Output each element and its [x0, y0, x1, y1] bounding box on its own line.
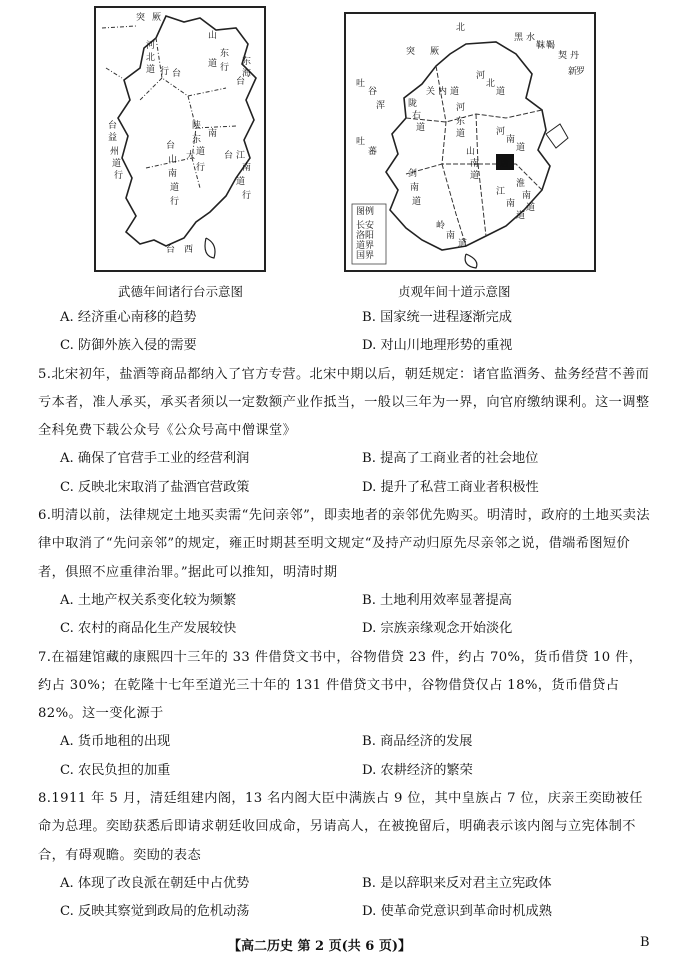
map-wude-label: 行 [170, 197, 180, 207]
map-zhenguan-label: 南 [506, 199, 516, 209]
map-zhenguan-label: 江 [496, 187, 506, 197]
question-number: 5. [38, 366, 52, 382]
map-zhenguan-label: 河 [496, 127, 506, 137]
map-zhenguan-label: 右 [412, 111, 422, 121]
map-wude-label: 台 [224, 151, 234, 161]
map-wude-label: 行 [220, 63, 230, 73]
map-zhenguan-label: 东 [456, 117, 466, 127]
map-zhenguan-label: 南 [446, 231, 456, 241]
paper-version: B [640, 935, 650, 950]
map-figures [0, 6, 677, 299]
map-zhenguan-label: 道 [496, 87, 506, 97]
option-a: A. 土地产权关系变化较为频繁 [60, 592, 237, 608]
option-b: B. 土地利用效率显著提高 [362, 592, 512, 608]
map-zhenguan-label: 吐 [356, 137, 366, 147]
map-wude-drawing [96, 8, 264, 270]
map-wude-label: 山 [168, 155, 178, 165]
question-6 [38, 502, 650, 643]
map-wude-label: 道 [196, 147, 206, 157]
map-wude-label: 行 [242, 191, 252, 201]
map-wude-label: 台 [108, 121, 118, 131]
question-7 [38, 644, 650, 785]
question-text: 1911 年 5 月，清廷组建内阁，13 名内阁大臣中满族占 9 位，其中皇族占 7 位，庆亲王奕劻被任命为总理。奕劻获悉后即请求朝廷收回成命，另请高人，在被挽留后，明确表示该内阁与立宪体制不合，有碍观瞻。奕劻的表态 [38, 791, 643, 863]
option-a: A. 经济重心南移的趋势 [60, 310, 197, 325]
map-zhenguan-label: 长安 [356, 221, 375, 231]
map-wude-label: 道 [208, 59, 218, 69]
map-zhenguan-label: 北 [486, 79, 496, 89]
map-wude-label: 南 [242, 163, 252, 173]
map-zhenguan-label: 陇 [408, 99, 418, 109]
map-wude-label: 州 [110, 147, 120, 157]
map-wude-label: 东 [220, 49, 230, 59]
map-zhenguan-label: 罗 [576, 67, 586, 77]
map-wude-label: 东 [242, 57, 252, 67]
map-zhenguan-label: 剑 [408, 169, 418, 179]
map-wude-label: 台 [236, 77, 246, 87]
map-zhenguan-label: 国界 [356, 251, 375, 261]
map-zhenguan-label: 河 [456, 103, 466, 113]
map-zhenguan-label: 鞨 [546, 41, 556, 51]
map-zhenguan-label: 南 [506, 135, 516, 145]
option-b: B. 商品经济的发展 [362, 734, 473, 750]
map-zhenguan-label: 岭 [436, 221, 446, 231]
map-wude-label: 道 [112, 159, 122, 169]
question-text: 明清以前，法律规定土地买卖需“先问亲邻”，即卖地者的亲邻优先购买。明清时，政府的土地买卖法律中取消了“先问亲邻”的规定，雍正时期甚至明文规定“及持产动归原先尽亲邻之说，借端希图短价者，俱照不应重律治罪。”据此可以推知，明清时期 [38, 508, 650, 580]
map-wude-label: 河 [146, 41, 156, 51]
map-zhenguan-label: 厥 [430, 47, 440, 57]
map-zhenguan-label: 内 [438, 87, 448, 97]
option-c: C. 农民负担的加重 [60, 762, 171, 778]
map-zhenguan-label: 突 [406, 47, 416, 57]
option-d: D. 宗族亲缘观念开始淡化 [362, 621, 513, 637]
map-zhenguan-label: 关 [426, 87, 436, 97]
map-zhenguan-label: 南 [410, 183, 420, 193]
map-zhenguan-label: 北 [456, 23, 466, 33]
question-stem [38, 644, 650, 729]
map-zhenguan-label: 河 [476, 71, 486, 81]
map-wude-label: 南 [208, 129, 218, 139]
map-zhenguan-label: 黑 [514, 33, 524, 43]
option-a: A. 确保了官营手工业的经营利润 [60, 451, 250, 467]
map-zhenguan-label: 道 [516, 211, 526, 221]
map-zhenguan-label: 道 [412, 197, 422, 207]
map-wude-label: 行 [160, 67, 170, 77]
option-c: C. 防御外族入侵的需要 [60, 338, 197, 354]
map-zhenguan-label: 道 [416, 123, 426, 133]
map-zhenguan-label: 道界 [356, 241, 375, 251]
map-wude-label: 大 [186, 151, 196, 161]
map-zhenguan-label: 道 [456, 129, 466, 139]
option-c: C. 反映其察觉到政局的危机动荡 [60, 904, 250, 920]
option-b: B. 是以辞职来反对君主立宪政体 [362, 875, 552, 891]
map-zhenguan-label: 洛阳 [356, 231, 375, 241]
question-text: 在福建馆藏的康熙四十三年的 33 件借贷文书中，谷物借贷 23 件，约占 70%，货币借贷 10 件，约占 30%；在乾隆十七年至道光三十年的 131 件借贷文书中，谷物借贷仅占 18%，货币借贷占 82%。这一变化源于 [38, 649, 643, 722]
map-zhenguan-label: 唐 [500, 159, 510, 169]
question-8 [38, 785, 650, 926]
question-stem [38, 361, 650, 446]
option-c: C. 反映北宋取消了盐酒官营政策 [60, 479, 250, 495]
question-list [38, 304, 650, 927]
option-d: D. 使革命党意识到革命时机成熟 [362, 904, 552, 920]
map-wude-label: 道 [146, 65, 156, 75]
question-prev [38, 304, 650, 361]
option-group [38, 587, 650, 644]
map-zhenguan-label: 道 [450, 87, 460, 97]
question-stem [38, 502, 650, 587]
map-wude-xingtai [94, 6, 266, 272]
map-zhenguan-label: 南 [522, 191, 532, 201]
map-wude-label: 台 [166, 141, 176, 151]
option-a: A. 货币地租的出现 [60, 734, 171, 750]
question-stem [38, 785, 650, 870]
option-group [38, 445, 650, 502]
map-zhenguan-tendao [344, 12, 596, 272]
map-zhenguan-label: 淮 [516, 179, 526, 189]
option-group [38, 728, 650, 785]
map-zhenguan-label: 图例 [356, 207, 375, 217]
map-zhenguan-label: 南 [470, 159, 480, 169]
option-d: D. 对山川地理形势的重视 [362, 338, 513, 354]
map-wude-label: 突 [136, 13, 146, 23]
map-zhenguan-caption: 贞观年间十道示意图 [398, 284, 511, 299]
question-5 [38, 361, 650, 502]
map-wude-label: 台 [166, 245, 176, 255]
map-zhenguan-label: 新 [568, 67, 578, 77]
option-a: A. 体现了改良派在朝廷中占优势 [60, 875, 250, 891]
map-wude-label: 海 [242, 69, 252, 79]
map-wude-label: 道 [236, 177, 246, 187]
map-zhenguan-label: 道 [470, 171, 480, 181]
map-zhenguan-label: 吐 [356, 79, 366, 89]
map-wude-label: 东 [192, 135, 202, 145]
map-wude-label: 南 [168, 169, 178, 179]
question-number: 8. [38, 791, 52, 807]
map-zhenguan-label: 山 [466, 147, 476, 157]
option-c: C. 农村的商品化生产发展较快 [60, 621, 237, 637]
map-zhenguan-label: 靺 [536, 41, 546, 51]
map-zhenguan-label: 谷 [368, 87, 378, 97]
option-b: B. 提高了工商业者的社会地位 [362, 451, 539, 467]
map-zhenguan-label: 蕃 [368, 147, 378, 157]
map-wude-label: 江 [236, 151, 246, 161]
option-b: B. 国家统一进程逐渐完成 [362, 310, 512, 325]
map-zhenguan-label: 浑 [376, 101, 386, 111]
question-number: 6. [38, 508, 52, 524]
question-text: 北宋初年，盐酒等商品都纳入了官方专营。北宋中期以后，朝廷规定：诸官监酒务、盐务经营不善而亏本者，准人承买，承买者须以一定数额产业作抵当，一般以三年为一界，向官府缴纳课利。这一调整 全科免费下载公众号《公众号高中僧课堂》 [38, 366, 650, 439]
map-zhenguan-label: 契 [558, 51, 568, 61]
map-wude-label: 行 [196, 163, 206, 173]
footer-label: 【高二历史 第 2 页(共 6 页)】 [228, 939, 412, 954]
option-group [38, 870, 650, 927]
option-d: D. 提升了私营工商业者积极性 [362, 479, 539, 495]
map-wude-label: 西 [184, 245, 194, 255]
map-zhenguan-drawing [346, 14, 594, 270]
map-wude-label: 台 [172, 69, 182, 79]
question-number: 7. [38, 649, 52, 665]
map-wude-label: 北 [146, 53, 156, 63]
option-group [38, 304, 650, 361]
map-wude-label: 厥 [152, 13, 162, 23]
map-zhenguan-label: 丹 [570, 51, 580, 61]
option-d: D. 农耕经济的繁荣 [362, 762, 473, 778]
map-zhenguan-label: 水 [526, 33, 536, 43]
map-wude-label: 山 [208, 31, 218, 41]
map-wude-label: 道 [170, 183, 180, 193]
map-wude-label: 益 [108, 133, 118, 143]
map-zhenguan-label: 道 [458, 239, 468, 249]
map-wude-label: 陕 [192, 121, 202, 131]
map-wude-caption: 武德年间诸行台示意图 [118, 284, 244, 299]
map-wude-label: 行 [114, 171, 124, 181]
map-zhenguan-label: 道 [526, 203, 536, 213]
map-zhenguan-label: 道 [516, 143, 526, 153]
